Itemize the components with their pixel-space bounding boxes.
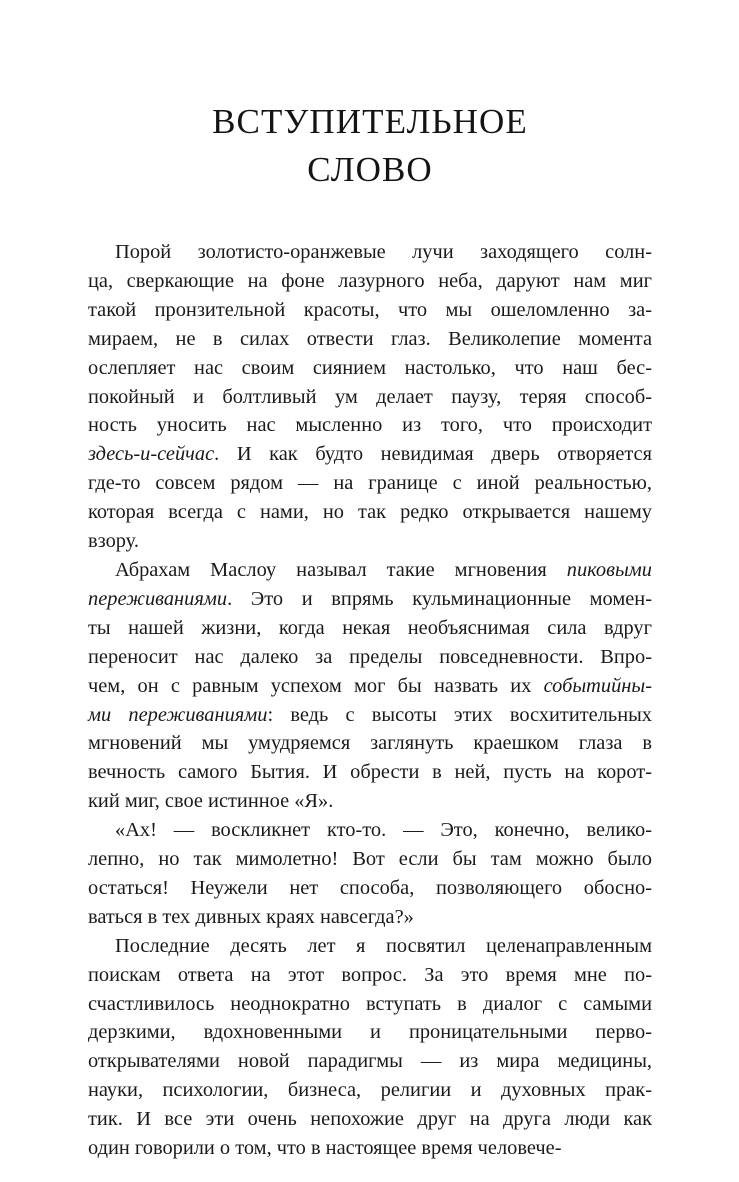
text-line: переносит нас далеко за пределы повседневности. Впро- xyxy=(88,645,652,668)
paragraph-3 xyxy=(88,816,652,932)
text-fragment: : ведь с высоты этих восхитительных xyxy=(267,703,653,726)
text-line: вечность самого Бытия. И обрести в ней, пусть на корот- xyxy=(88,761,652,784)
text-line: счастливилось неоднократно вступать в диалог с самыми xyxy=(88,992,652,1015)
emphasis-event-2: ми переживаниями xyxy=(88,703,268,726)
text-line: науки, психологии, бизнеса, религии и духовных прак- xyxy=(88,1079,652,1102)
text-line: взору. xyxy=(88,530,139,553)
text-line: мгновений мы умудряемся заглянуть краешком глаза в xyxy=(88,732,652,755)
text-fragment: чем, он с равным успехом мог бы назвать их xyxy=(88,674,544,697)
text-line: кий миг, свое истинное «Я». xyxy=(88,790,334,813)
paragraph-4 xyxy=(88,932,652,1163)
paragraph-1 xyxy=(88,238,652,556)
text-line xyxy=(88,556,652,585)
text-line: дерзкими, вдохновенными и проницательными перво- xyxy=(88,1021,652,1044)
text-line: ты нашей жизни, когда некая необъяснимая сила вдруг xyxy=(88,616,652,639)
paragraph-2 xyxy=(88,556,652,816)
text-line xyxy=(88,585,652,614)
text-line: один говорили о том, что в настоящее время человече- xyxy=(88,1137,562,1160)
text-line: Последние десять лет я посвятил целенаправленным xyxy=(115,934,652,957)
text-line: такой пронзительной красоты, что мы ошеломленно за- xyxy=(88,298,652,321)
body-text xyxy=(88,238,652,1163)
text-line xyxy=(88,701,652,730)
text-line xyxy=(88,440,652,469)
text-fragment: . И как будто невидимая дверь отворяется xyxy=(214,443,652,466)
emphasis-here-and-now: здесь-и-сейчас xyxy=(88,443,215,466)
emphasis-event-1: событийны- xyxy=(543,674,652,697)
text-line: которая всегда с нами, но так редко открывается нашему xyxy=(88,501,652,524)
text-line: поискам ответа на этот вопрос. За это время мне по- xyxy=(88,963,652,986)
emphasis-peak-1: пиковыми xyxy=(566,558,652,581)
text-fragment: . Это и впрямь кульминационные момен- xyxy=(227,587,652,610)
text-line: лепно, но так мимолетно! Вот если бы там можно было xyxy=(88,848,652,871)
text-line: тик. И все эти очень непохожие друг на друга люди как xyxy=(88,1108,652,1131)
text-line: «Ах! — воскликнет кто-то. — Это, конечно, велико- xyxy=(115,819,652,842)
text-line: ослепляет нас своим сиянием настолько, что наш бес- xyxy=(88,356,652,379)
text-line: ваться в тех дивных краях навсегда?» xyxy=(88,905,414,928)
text-fragment: Абрахам Маслоу называл такие мгновения xyxy=(115,558,567,581)
text-line: где-то совсем рядом — на границе с иной реальностью, xyxy=(88,472,652,495)
page-title xyxy=(88,98,652,194)
emphasis-peak-2: переживаниями xyxy=(88,587,228,610)
text-line: ность уносить нас мысленно из того, что происходит xyxy=(88,414,652,437)
text-line: покойный и болтливый ум делает паузу, теряя способ- xyxy=(88,385,652,408)
text-line: остаться! Неужели нет способа, позволяющего обосно- xyxy=(88,876,652,899)
text-line: открывателями новой парадигмы — из мира медицины, xyxy=(88,1050,652,1073)
page-title-line-1: ВСТУПИТЕЛЬНОЕ xyxy=(212,102,528,141)
text-line: ца, сверкающие на фоне лазурного неба, даруют нам миг xyxy=(88,269,652,292)
text-line: мираем, не в силах отвести глаз. Великолепие момента xyxy=(88,327,652,350)
page-title-line-2: СЛОВО xyxy=(307,150,433,189)
text-line xyxy=(88,672,652,701)
text-line: Порой золотисто-оранжевые лучи заходящего солн- xyxy=(115,241,652,263)
